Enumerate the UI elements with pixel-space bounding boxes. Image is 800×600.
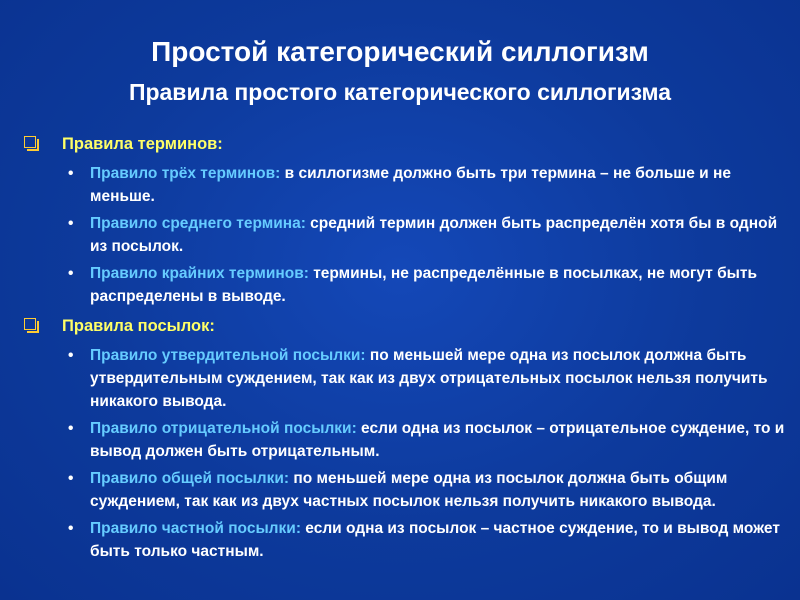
checkbox-square-icon [24,136,37,149]
list-item [22,212,792,258]
bullet-dot-icon: • [68,265,74,282]
rule-label: Правило отрицательной посылки: [90,420,357,437]
checkbox-square-icon [24,318,37,331]
rule-label: Правило среднего термина: [90,215,306,232]
rule-text: по меньшей мере одна из посылок должна быть общим суждением, так как из двух частных посылок нельзя получить никакого вывода. [90,470,728,510]
section-heading-label: Правила терминов: [62,135,223,153]
title-line-1: Простой категорический силлогизм [151,36,649,67]
rule-text: если одна из посылок – частное суждение, то и вывод может быть только частным. [90,520,780,560]
premises-rules-list [22,344,792,563]
rule-label: Правило утвердительной посылки: [90,347,366,364]
section-heading-label: Правила посылок: [62,317,215,335]
bullet-dot-icon: • [68,347,74,364]
list-item [22,162,792,208]
list-item [22,344,792,413]
list-item [22,517,792,563]
rule-label: Правило общей посылки: [90,470,290,487]
bullet-dot-icon: • [68,165,74,182]
list-item [22,262,792,308]
bullet-dot-icon: • [68,520,74,537]
rule-text: если одна из посылок – отрицательное суждение, то и вывод должен быть отрицательным. [90,420,785,460]
bullet-dot-icon: • [68,420,74,437]
slide-content [22,132,792,569]
rule-text: средний термин должен быть распределён хотя бы в одной из посылок. [90,215,778,255]
bullet-dot-icon: • [68,470,74,487]
rule-text: в силлогизме должно быть три термина – не больше и не меньше. [90,165,731,205]
bullet-dot-icon: • [68,215,74,232]
title-line-2: Правила простого категорического силлогизма [128,79,672,105]
rule-label: Правило частной посылки: [90,520,301,537]
rule-text: термины, не распределённые в посылках, не могут быть распределены в выводе. [90,265,758,305]
slide-title [0,34,800,109]
rule-text: по меньшей мере одна из посылок должна быть утвердительным суждением, так как из двух отрицательных посылок нельзя получить никакого вывода. [90,347,768,410]
list-item [22,467,792,513]
terms-rules-list [22,162,792,308]
section-heading-terms [22,132,792,156]
rule-label: Правило трёх терминов: [90,165,281,182]
rule-label: Правило крайних терминов: [90,265,309,282]
list-item [22,417,792,463]
section-heading-premises [22,314,792,338]
